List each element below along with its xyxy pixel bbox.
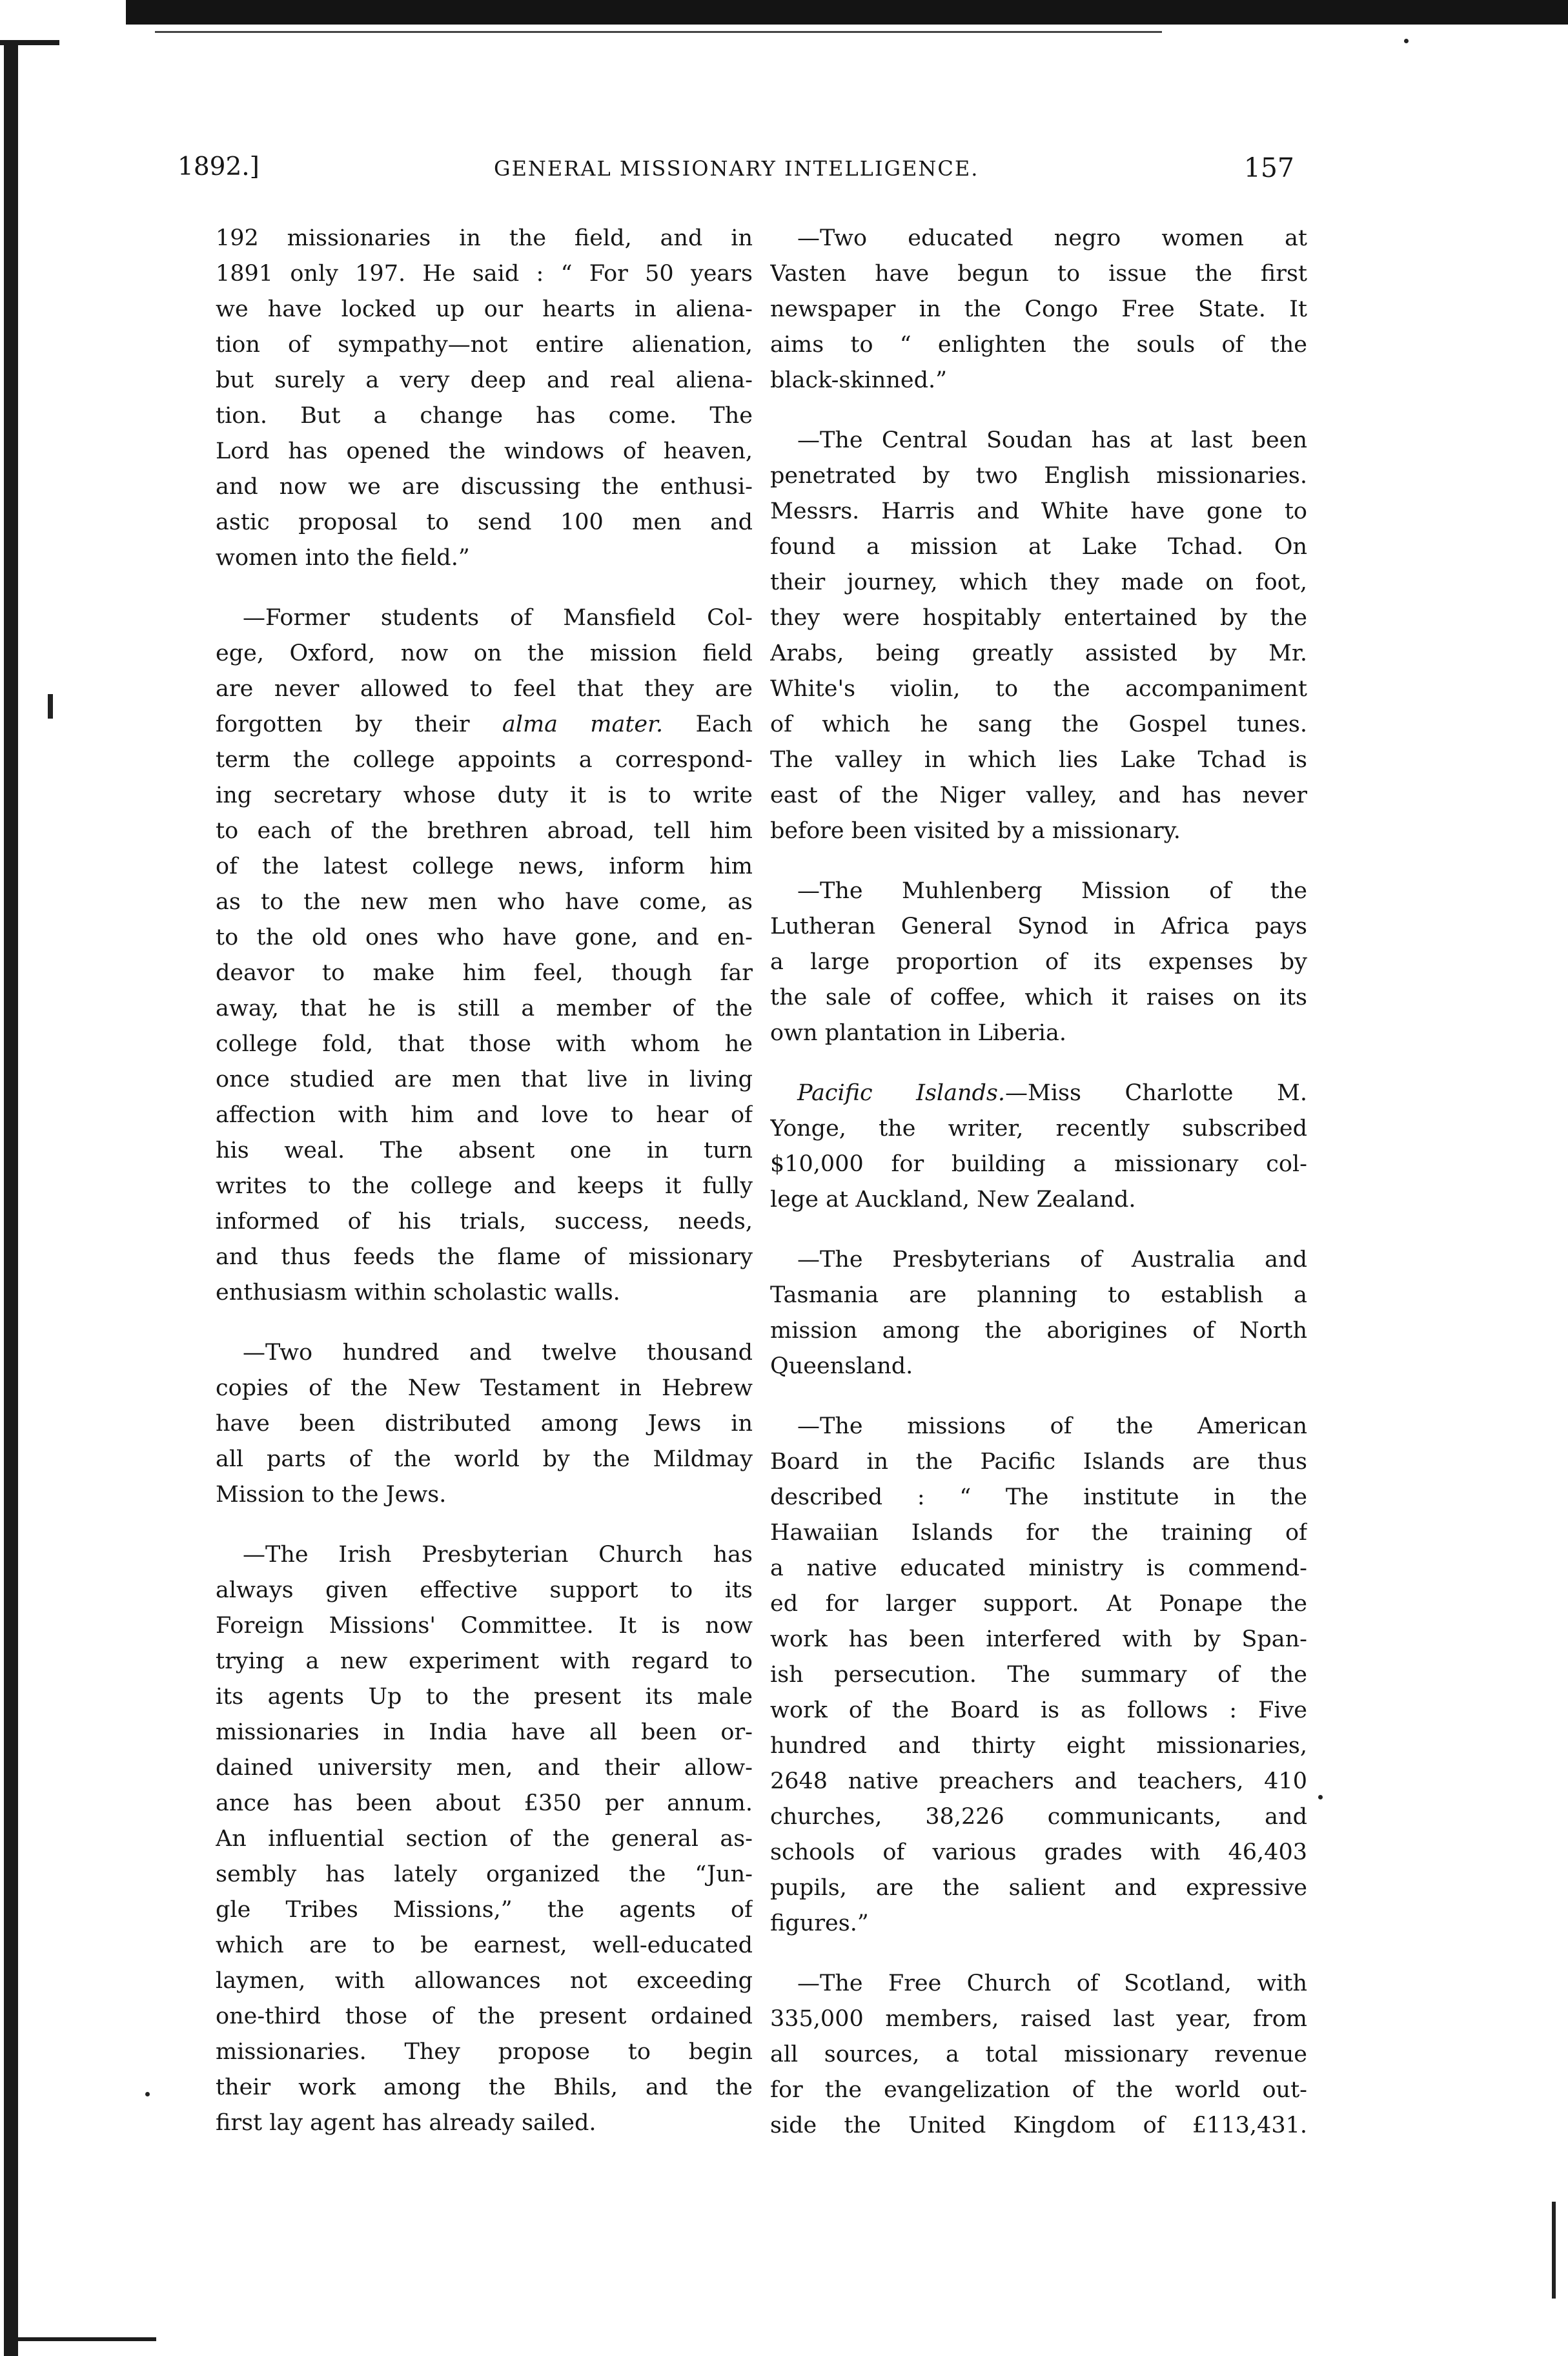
left-column	[216, 221, 753, 2166]
text-line: which are to be earnest, well-educated	[216, 1932, 753, 1958]
text-line: affection with him and love to hear of	[216, 1102, 753, 1128]
text-run: Each	[663, 712, 753, 737]
text-line: newspaper in the Congo Free State. It	[770, 296, 1307, 322]
text-line: Vasten have begun to issue the first	[770, 261, 1307, 287]
text-line: Tasmania are planning to establish a	[770, 1282, 1307, 1308]
text-line: aims to “ enlighten the souls of the	[770, 332, 1307, 358]
text-line: missionaries. They propose to begin	[216, 2039, 753, 2065]
section-heading: Pacific Islands.	[797, 1080, 1005, 1106]
text-line: they were hospitably entertained by the	[770, 605, 1307, 631]
text-line: Queensland.	[770, 1353, 913, 1379]
text-line: tion of sympathy—not entire alienation,	[216, 332, 753, 358]
text-line: but surely a very deep and real aliena-	[216, 367, 753, 393]
text-line: we have locked up our hearts in aliena-	[216, 296, 753, 322]
text-line: —The Muhlenberg Mission of the	[797, 878, 1307, 904]
text-line: work of the Board is as follows : Five	[770, 1697, 1307, 1723]
text-line: An influential section of the general as-	[216, 1826, 753, 1852]
paragraph-australia-presbyterians	[770, 1242, 1307, 1384]
text-line: away, that he is still a member of the	[216, 996, 753, 1021]
scan-margin-mark-right	[1552, 2202, 1556, 2299]
text-line: to the old ones who have gone, and en-	[216, 925, 753, 950]
text-line: White's violin, to the accompaniment	[770, 676, 1307, 702]
scan-top-rule	[155, 31, 1162, 33]
text-line: always given effective support to its	[216, 1577, 753, 1603]
scan-margin-mark	[48, 694, 53, 719]
text-line: and now we are discussing the enthusi-	[216, 474, 753, 500]
text-line: dained university men, and their allow-	[216, 1755, 753, 1781]
text-line: for the evangelization of the world out-	[770, 2077, 1307, 2103]
text-line: a large proportion of its expenses by	[770, 949, 1307, 975]
paragraph-congo-newspaper	[770, 221, 1307, 398]
text-line: lege at Auckland, New Zealand.	[770, 1187, 1136, 1213]
paragraph-muhlenberg-mission	[770, 874, 1307, 1051]
text-line: of which he sang the Gospel tunes.	[770, 712, 1307, 737]
text-line: —Two hundred and twelve thousand	[243, 1340, 753, 1366]
text-line: tion. But a change has come. The	[216, 403, 753, 429]
text-line: mission among the aborigines of North	[770, 1318, 1307, 1344]
text-line: its agents Up to the present its male	[216, 1684, 753, 1710]
text-line: ish persecution. The summary of the	[770, 1662, 1307, 1688]
text-line: churches, 38,226 communicants, and	[770, 1804, 1307, 1830]
text-line: the sale of coffee, which it raises on its	[770, 985, 1307, 1010]
text-line: before been visited by a missionary.	[770, 818, 1181, 844]
text-line: to each of the brethren abroad, tell him	[216, 818, 753, 844]
text-line: Yonge, the writer, recently subscribed	[770, 1116, 1307, 1142]
text-line: ing secretary whose duty it is to write	[216, 783, 753, 808]
header-year: 1892.]	[178, 152, 260, 181]
paragraph-mildmay-mission	[216, 1335, 753, 1513]
text-line: work has been interfered with by Span-	[770, 1626, 1307, 1652]
text-run: forgotten by their	[216, 712, 502, 737]
text-line: their journey, which they made on foot,	[770, 569, 1307, 595]
text-line: Arabs, being greatly assisted by Mr.	[770, 640, 1307, 666]
text-line: own plantation in Liberia.	[770, 1020, 1066, 1046]
text-line: hundred and thirty eight missionaries,	[770, 1733, 1307, 1759]
running-head	[178, 152, 1294, 191]
paragraph-mansfield-college	[216, 600, 753, 1311]
scan-binding-corner	[0, 40, 59, 45]
text-line: ance has been about £350 per annum.	[216, 1790, 753, 1816]
text-line: Lord has opened the windows of heaven,	[216, 438, 753, 464]
text-line: one-third those of the present ordained	[216, 2003, 753, 2029]
text-line: —The Presbyterians of Australia and	[797, 1247, 1307, 1273]
page-number: 157	[1243, 152, 1294, 183]
scan-binding-edge	[4, 40, 18, 2356]
text-line: Lutheran General Synod in Africa pays	[770, 914, 1307, 939]
text-line: copies of the New Testament in Hebrew	[216, 1375, 753, 1401]
text-line: The valley in which lies Lake Tchad is	[770, 747, 1307, 773]
paragraph-irish-presbyterian	[216, 1537, 753, 2141]
text-line: 335,000 members, raised last year, from	[770, 2006, 1307, 2032]
text-line: missionaries in India have all been or-	[216, 1719, 753, 1745]
text-line: —The Irish Presbyterian Church has	[243, 1542, 753, 1568]
paragraph-pacific-islands	[770, 1076, 1307, 1218]
text-line: Messrs. Harris and White have gone to	[770, 498, 1307, 524]
text-line: Hawaiian Islands for the training of	[770, 1520, 1307, 1546]
text-line: schools of various grades with 46,403	[770, 1839, 1307, 1865]
text-line: sembly has lately organized the “Jun-	[216, 1861, 753, 1887]
scan-speck	[145, 2092, 150, 2096]
text-line: as to the new men who have come, as	[216, 889, 753, 915]
text-line: are never allowed to feel that they are	[216, 676, 753, 702]
text-line: his weal. The absent one in turn	[216, 1138, 753, 1163]
text-line: gle Tribes Missions,” the agents of	[216, 1897, 753, 1923]
text-line: their work among the Bhils, and the	[216, 2074, 753, 2100]
text-line: —The Free Church of Scotland, with	[797, 1971, 1307, 1996]
text-line: of the latest college news, inform him	[216, 854, 753, 879]
scan-speck	[1404, 39, 1409, 43]
text-line: first lay agent has already sailed.	[216, 2110, 596, 2136]
text-line: women into the field.”	[216, 545, 470, 571]
text-line: trying a new experiment with regard to	[216, 1648, 753, 1674]
text-line: a native educated ministry is commend-	[770, 1555, 1307, 1581]
paragraph-american-board	[770, 1409, 1307, 1941]
right-column	[770, 221, 1307, 2168]
paragraph-palestine-appeal	[216, 221, 753, 576]
text-line-mixed	[770, 1076, 1307, 1111]
text-line: once studied are men that live in living	[216, 1067, 753, 1092]
text-line: Foreign Missions' Committee. It is now	[216, 1613, 753, 1639]
text-line: deavor to make him feel, though far	[216, 960, 753, 986]
scan-bottom-corner	[14, 2337, 156, 2341]
text-line: astic proposal to send 100 men and	[216, 509, 753, 535]
text-line: penetrated by two English missionaries.	[770, 463, 1307, 489]
text-line: —The Central Soudan has at last been	[797, 427, 1307, 453]
italic-run: alma mater.	[502, 712, 664, 737]
scan-top-border	[126, 0, 1568, 25]
paragraph-free-church-scotland	[770, 1966, 1307, 2144]
text-line: —Former students of Mansfield Col-	[243, 605, 753, 631]
text-line: informed of his trials, success, needs,	[216, 1209, 753, 1234]
text-line: ege, Oxford, now on the mission field	[216, 640, 753, 666]
text-line: and thus feeds the flame of missionary	[216, 1244, 753, 1270]
text-line: 192 missionaries in the field, and in	[216, 225, 753, 251]
text-line: ed for larger support. At Ponape the	[770, 1591, 1307, 1617]
scan-speck	[1318, 1795, 1323, 1799]
text-line-mixed	[216, 707, 753, 743]
text-line: writes to the college and keeps it fully	[216, 1173, 753, 1199]
paragraph-central-soudan	[770, 423, 1307, 849]
text-line: laymen, with allowances not exceeding	[216, 1968, 753, 1994]
text-line: term the college appoints a correspond-	[216, 747, 753, 773]
text-line: figures.”	[770, 1910, 869, 1936]
text-line: side the United Kingdom of £113,431.	[770, 2113, 1307, 2138]
text-line: college fold, that those with whom he	[216, 1031, 753, 1057]
text-line: —Two educated negro women at	[797, 225, 1307, 251]
text-line: $10,000 for building a missionary col-	[770, 1151, 1307, 1177]
text-line: black-skinned.”	[770, 367, 948, 393]
header-title: GENERAL MISSIONARY INTELLIGENCE.	[494, 156, 979, 181]
text-line: found a mission at Lake Tchad. On	[770, 534, 1307, 560]
text-run: —Miss Charlotte M.	[1005, 1080, 1307, 1106]
text-line: pupils, are the salient and expressive	[770, 1875, 1307, 1901]
text-line: Mission to the Jews.	[216, 1482, 447, 1508]
text-line: all sources, a total missionary revenue	[770, 2042, 1307, 2067]
text-line: enthusiasm within scholastic walls.	[216, 1280, 620, 1306]
text-line: —The missions of the American	[797, 1413, 1307, 1439]
text-line: east of the Niger valley, and has never	[770, 783, 1307, 808]
text-line: described : “ The institute in the	[770, 1484, 1307, 1510]
text-line: 2648 native preachers and teachers, 410	[770, 1768, 1307, 1794]
text-line: Board in the Pacific Islands are thus	[770, 1449, 1307, 1475]
text-line: have been distributed among Jews in	[216, 1411, 753, 1437]
text-line: 1891 only 197. He said : “ For 50 years	[216, 261, 753, 287]
text-line: all parts of the world by the Mildmay	[216, 1446, 753, 1472]
